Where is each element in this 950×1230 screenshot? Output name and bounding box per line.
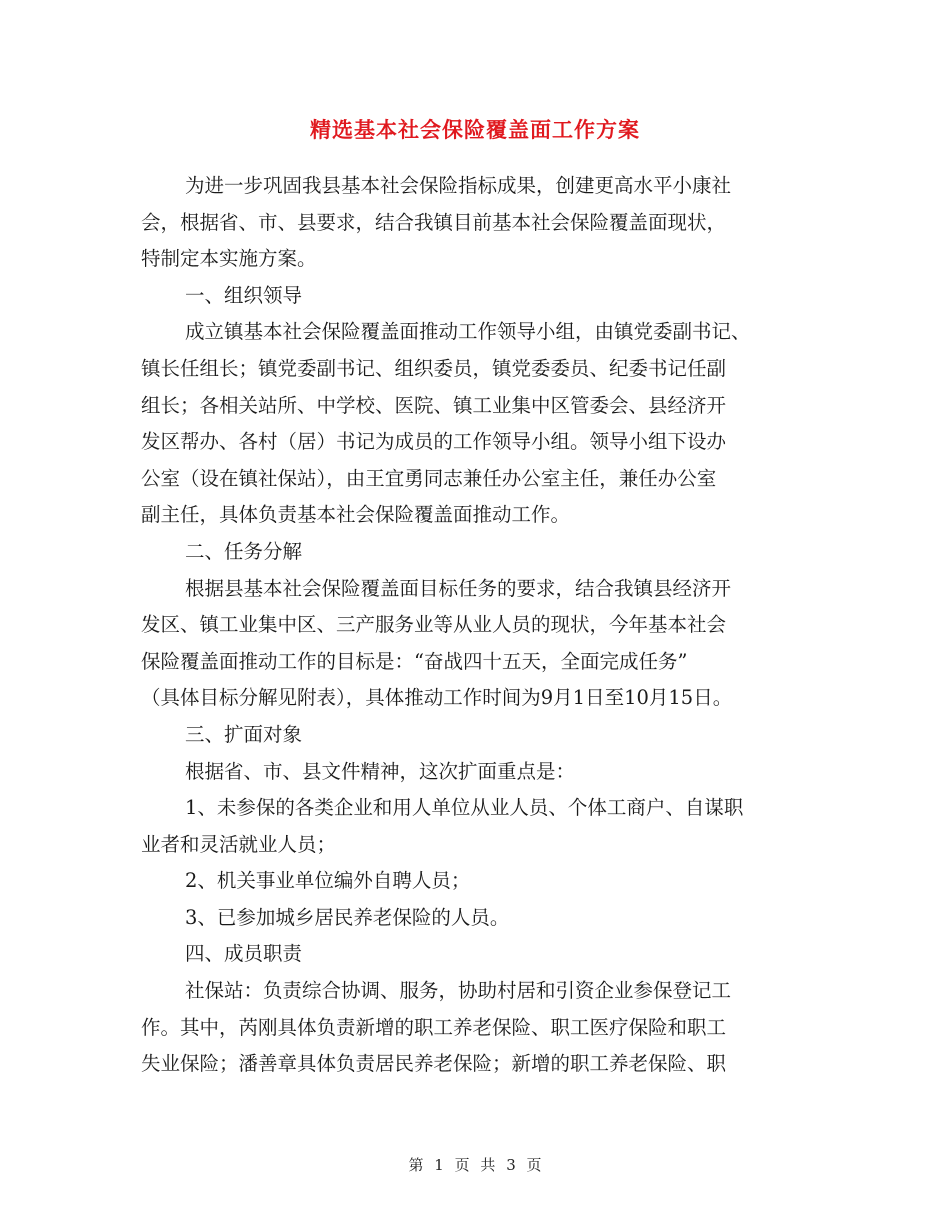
paragraph-line: 社保站：负责综合协调、服务，协助村居和引资企业参保登记工: [185, 979, 732, 1003]
footer-total-word: 共: [480, 1156, 496, 1174]
paragraph-line: 组长；各相关站所、中学校、医院、镇工业集中区管委会、县经济开: [141, 393, 727, 417]
paragraph-line: 特制定本实施方案。: [141, 247, 317, 271]
paragraph-line: 失业保险；潘善章具体负责居民养老保险；新增的职工养老保险、职: [141, 1052, 727, 1076]
paragraph-line: 发区、镇工业集中区、三产服务业等从业人员的现状，今年基本社会: [141, 613, 727, 637]
section-heading: 一、组织领导: [185, 283, 303, 307]
section-heading: 三、扩面对象: [185, 722, 303, 746]
paragraph-line: 镇长任组长；镇党委副书记、组织委员，镇党委委员、纪委书记任副: [141, 356, 727, 380]
document-body: [141, 168, 821, 1083]
paragraph-line: 作。其中，芮刚具体负责新增的职工养老保险、职工医疗保险和职工: [141, 1015, 727, 1039]
list-item-line: 1、未参保的各类企业和用人单位从业人员、个体工商户、自谋职: [185, 796, 744, 820]
paragraph-line: 副主任，具体负责基本社会保险覆盖面推动工作。: [141, 503, 571, 527]
footer-page-unit: 页: [454, 1156, 470, 1174]
paragraph-line: 根据县基本社会保险覆盖面目标任务的要求，结合我镇县经济开: [185, 576, 732, 600]
footer-page-word: 第: [408, 1156, 424, 1174]
section-heading: 四、成员职责: [185, 942, 303, 966]
paragraph-line: 根据省、市、县文件精神，这次扩面重点是：: [185, 759, 576, 783]
paragraph-line: （具体目标分解见附表），具体推动工作时间为9月1日至10月15日。: [141, 686, 733, 710]
footer-total-unit: 页: [526, 1156, 542, 1174]
document-title: 精选基本社会保险覆盖面工作方案: [310, 118, 640, 142]
section-heading: 二、任务分解: [185, 539, 303, 563]
list-item-line: 3、已参加城乡居民养老保险的人员。: [185, 905, 510, 929]
footer-current-page: 1: [434, 1156, 444, 1174]
paragraph-line: 保险覆盖面推动工作的目标是：“奋战四十五天，全面完成任务”: [141, 649, 688, 673]
paragraph-line: 成立镇基本社会保险覆盖面推动工作领导小组，由镇党委副书记、: [185, 320, 751, 344]
paragraph-line: 发区帮办、各村（居）书记为成员的工作领导小组。领导小组下设办: [141, 430, 727, 454]
paragraph-line: 会，根据省、市、县要求，结合我镇目前基本社会保险覆盖面现状，: [141, 210, 727, 234]
list-item-line: 2、机关事业单位编外自聘人员；: [185, 869, 471, 893]
paragraph-line: 公室（设在镇社保站），由王宜勇同志兼任办公室主任，兼任办公室: [141, 466, 717, 490]
paragraph-line: 为进一步巩固我县基本社会保险指标成果，创建更高水平小康社: [185, 174, 732, 197]
list-item-line: 业者和灵活就业人员；: [141, 832, 337, 856]
page-footer: [0, 1153, 950, 1177]
footer-total-pages: 3: [506, 1156, 516, 1174]
